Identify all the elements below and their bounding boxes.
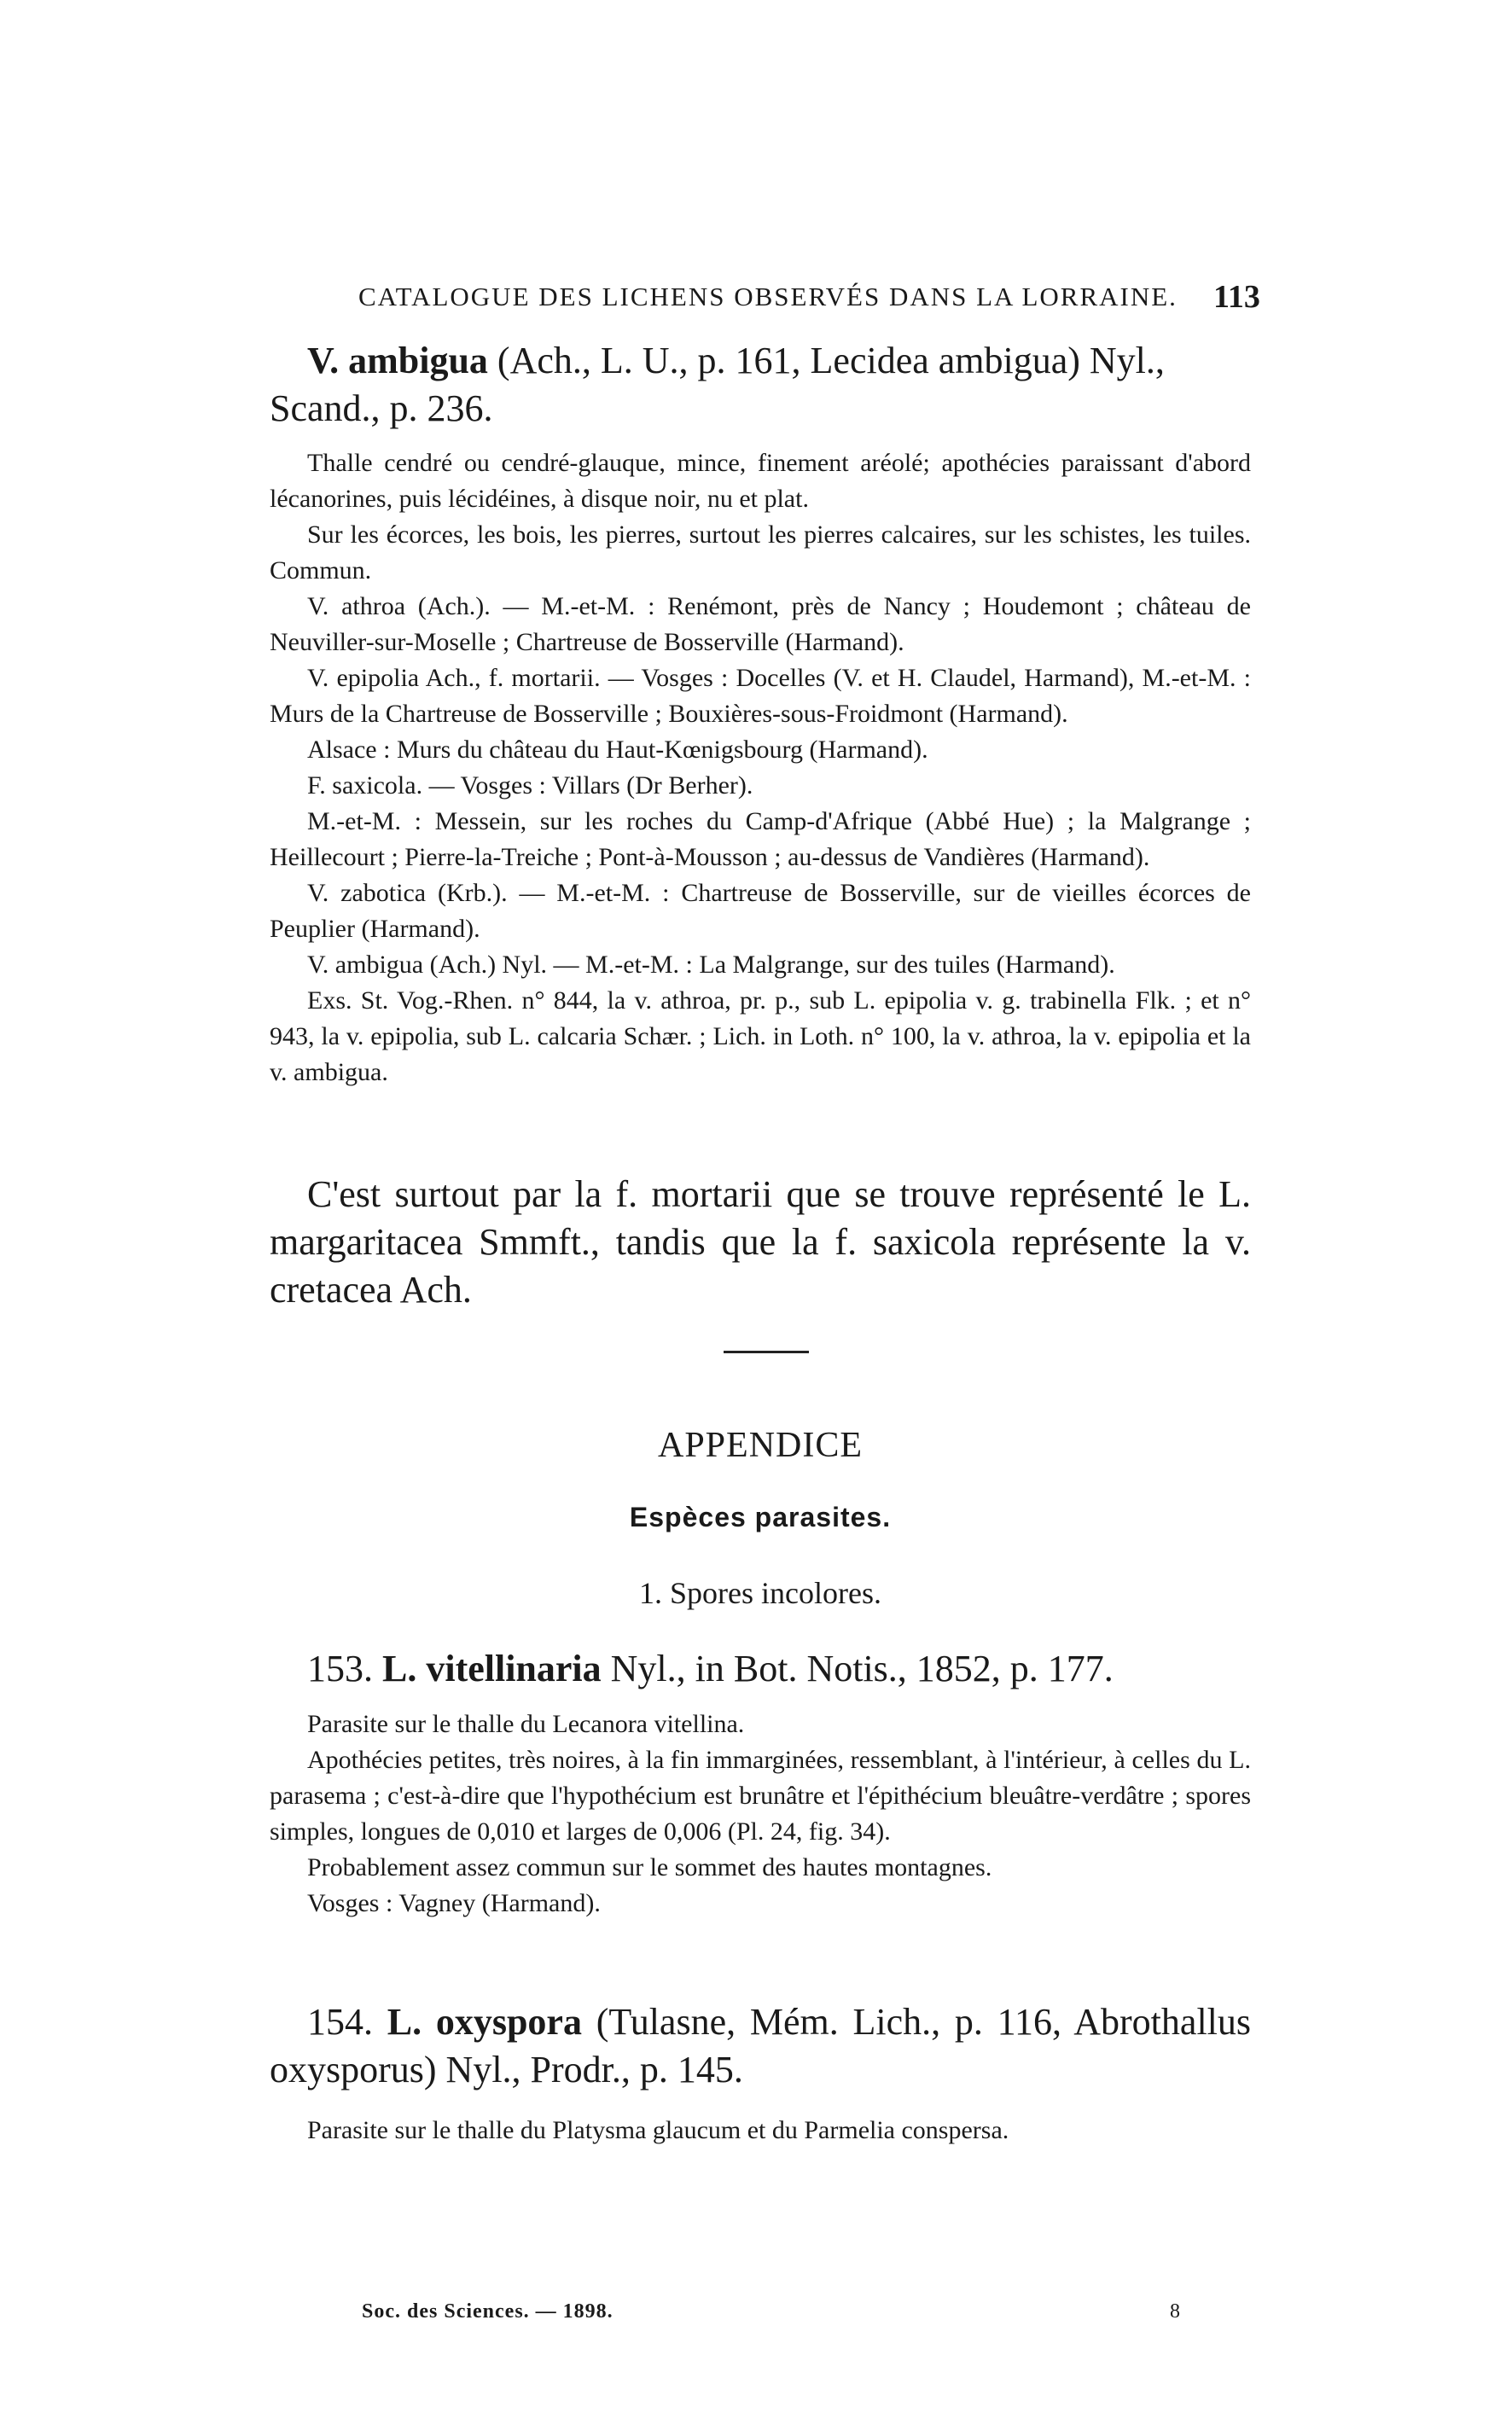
entry-ambigua-body [270, 445, 1251, 1090]
entry-153-name: L. vitellinaria [382, 1648, 602, 1689]
footer-signature: 8 [1170, 2300, 1181, 2323]
paragraph: Exs. St. Vog.-Rhen. n° 844, la v. athroa, pr. p., sub L. epipolia v. g. trabinella Flk. ; et n° 943, la v. epipolia, sub L. calcaria Schær. ; Lich. in Loth. n° 100, la v. athroa, la v. epipolia et la v. ambigua. [270, 986, 1251, 1086]
paragraph: Thalle cendré ou cendré-glauque, mince, finement aréolé; apothécies paraissant d'abord lécanorines, puis lécidéines, à disque noir, nu et plat. [270, 449, 1251, 513]
paragraph: M.-et-M. : Messein, sur les roches du Camp-d'Afrique (Abbé Hue) ; la Malgrange ; Heillecourt ; Pierre-la-Treiche ; Pont-à-Mousson ; au-dessus de Vandières (Harmand). [270, 807, 1251, 871]
paragraph: Probablement assez commun sur le sommet des hautes montagnes. [307, 1853, 992, 1881]
paragraph: Sur les écorces, les bois, les pierres, surtout les pierres calcaires, sur les schistes, les tuiles. Commun. [270, 520, 1251, 584]
note-paragraph: C'est surtout par la f. mortarii que se trouve représenté le L. margaritacea Smmft., tandis que la f. saxicola représente la v. cretacea Ach. [270, 1173, 1251, 1311]
paragraph: Parasite sur le thalle du Lecanora vitellina. [307, 1710, 745, 1738]
entry-ambigua-note [270, 1171, 1251, 1314]
entry-153-citation: Nyl., in Bot. Notis., 1852, p. 177. [610, 1648, 1114, 1689]
entry-153-body [270, 1707, 1251, 1922]
footer [362, 2300, 1181, 2323]
entry-154-body [270, 2113, 1251, 2149]
entry-ambigua-citation: (Ach., L. U., p. 161, Lecidea ambigua) Nyl., Scand., p. 236. [270, 340, 1165, 429]
paragraph: V. athroa (Ach.). — M.-et-M. : Renémont, près de Nancy ; Houdemont ; château de Neuviller-sur-Moselle ; Chartreuse de Bosserville (Harmand). [270, 592, 1251, 656]
entry-153-number: 153. [307, 1648, 373, 1689]
appendix-section: 1. Spores incolores. [639, 1576, 881, 1610]
section-divider [724, 1351, 809, 1353]
page-number: 113 [1213, 279, 1260, 315]
paragraph: V. ambigua (Ach.) Nyl. — M.-et-M. : La Malgrange, sur des tuiles (Harmand). [307, 951, 1115, 979]
entry-154-heading [270, 1998, 1251, 2094]
paragraph: V. zabotica (Krb.). — M.-et-M. : Chartreuse de Bosserville, sur de vieilles écorces de Peuplier (Harmand). [270, 879, 1251, 943]
footer-society: Soc. des Sciences. — 1898. [362, 2300, 614, 2323]
entry-ambigua-title: V. ambigua [307, 340, 488, 381]
paragraph: Vosges : Vagney (Harmand). [307, 1889, 601, 1917]
entry-153-heading [270, 1645, 1251, 1693]
appendix-title: APPENDICE [657, 1426, 864, 1465]
paragraph: Alsace : Murs du château du Haut-Kœnigsbourg (Harmand). [307, 736, 928, 764]
entry-154-name: L. oxyspora [387, 2001, 582, 2043]
running-title: CATALOGUE DES LICHENS OBSERVÉS DANS LA LORRAINE. [358, 282, 1178, 311]
entry-ambigua-heading [270, 337, 1251, 433]
paragraph: Parasite sur le thalle du Platysma glaucum et du Parmelia conspersa. [307, 2116, 1009, 2144]
entry-154-number: 154. [307, 2001, 373, 2043]
paragraph: Apothécies petites, très noires, à la fin immarginées, ressemblant, à l'intérieur, à celles du L. parasema ; c'est-à-dire que l'hypothécium est brunâtre et l'épithécium bleuâtre-verdâtre ; spores simples, longues de 0,010 et larges de 0,006 (Pl. 24, fig. 34). [270, 1746, 1251, 1846]
paragraph: F. saxicola. — Vosges : Villars (Dr Berher). [307, 771, 753, 800]
appendix-subtitle: Espèces parasites. [629, 1502, 892, 1532]
entry-154-citation: (Tulasne, Mém. Lich., p. 116, Abrothallus oxysporus) Nyl., Prodr., p. 145. [270, 2001, 1252, 2090]
paragraph: V. epipolia Ach., f. mortarii. — Vosges : Docelles (V. et H. Claudel, Harmand), M.-et-M. : Murs de la Chartreuse de Bosserville ; Bouxières-sous-Froidmont (Harmand). [270, 664, 1251, 728]
